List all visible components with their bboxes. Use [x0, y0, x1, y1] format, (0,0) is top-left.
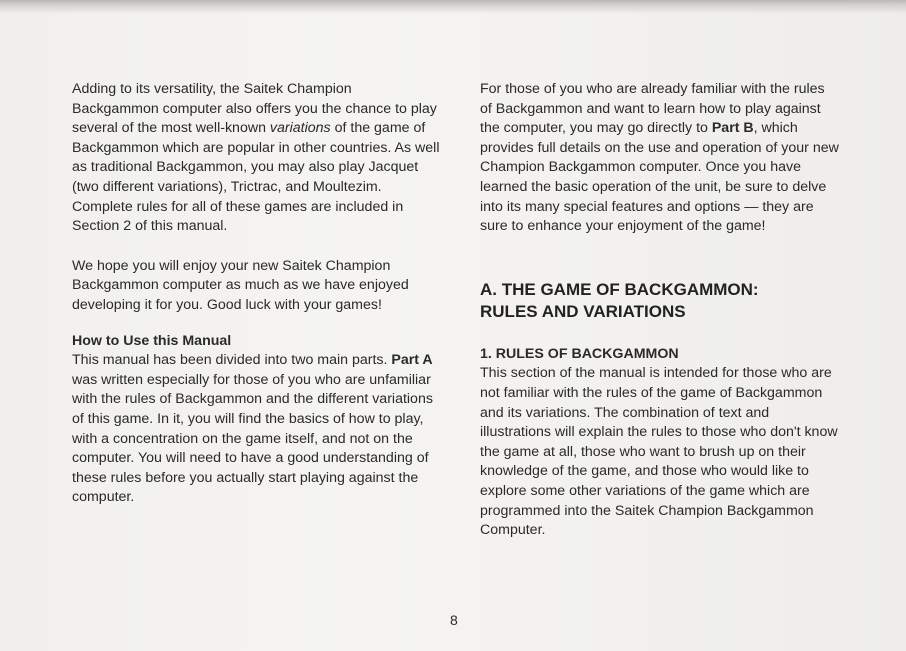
intro-text-start: Adding to its versatility, the Saitek Champion Backgammon computer also offers you the chance to play several of the most well-known	[72, 81, 437, 137]
manual-parts-text-start: This manual has been divided into two main parts.	[72, 352, 392, 369]
manual-parts-paragraph	[72, 351, 440, 508]
welcome-paragraph: We hope you will enjoy your new Saitek Champion Backgammon computer as much as we have enjoyed developing it for you. Good luck with your games!	[72, 257, 409, 313]
right-column	[480, 80, 840, 541]
part-a-label: Part A	[391, 352, 433, 369]
how-to-use-heading: How to Use this Manual	[72, 332, 232, 349]
familiar-text-start: For those of you who are already familiar with the rules of Backgammon and want to learn how to play against the computer, you may go directly to	[480, 81, 825, 137]
familiar-text-end: , which provides full details on the use and operation of your new Champion Backgammon computer. Once you have learned the basic operation of the unit, be sure to delve into its many special features and options — they are sure to enhance your enjoyment of the game!	[480, 120, 839, 235]
section-a-heading-line1: A. THE GAME OF BACKGAMMON:	[480, 279, 759, 299]
variations-emphasis: variations	[269, 120, 331, 137]
page-top-edge	[0, 0, 906, 14]
left-column	[72, 80, 440, 508]
part-b-label: Part B	[711, 120, 754, 137]
intro-paragraph	[72, 80, 440, 237]
manual-parts-text-end: was written especially for those of you who are unfamiliar with the rules of Backgammon and the different variations of this game. In it, you will find the basics of how to play, with a concentration on the game itself, and not on the computer. You will need to have a good understanding of these rules before you actually start playing against the computer.	[72, 371, 433, 506]
rules-heading: 1. RULES OF BACKGAMMON	[480, 345, 679, 362]
section-a-heading	[480, 279, 840, 323]
familiar-players-paragraph	[480, 80, 840, 237]
intro-text-end: of the game of Backgammon which are popular in other countries. As well as traditional Backgammon, you may also play Jacquet (two different variations), Trictrac, and Moultezim. Complete rules for all of these games are included in Section 2 of this manual.	[72, 120, 440, 235]
section-a-heading-line2: RULES AND VARIATIONS	[480, 301, 686, 321]
rules-intro-paragraph: This section of the manual is intended for those who are not familiar with the rules of the game of Backgammon and its variations. The combination of text and illustrations will explain the rules to those who don't know the game at all, those who want to brush up on their knowledge of the game, and those who would like to explore some other variations of the game which are programmed into the Saitek Champion Backgammon Computer.	[480, 365, 838, 539]
page-number: 8	[450, 612, 458, 628]
